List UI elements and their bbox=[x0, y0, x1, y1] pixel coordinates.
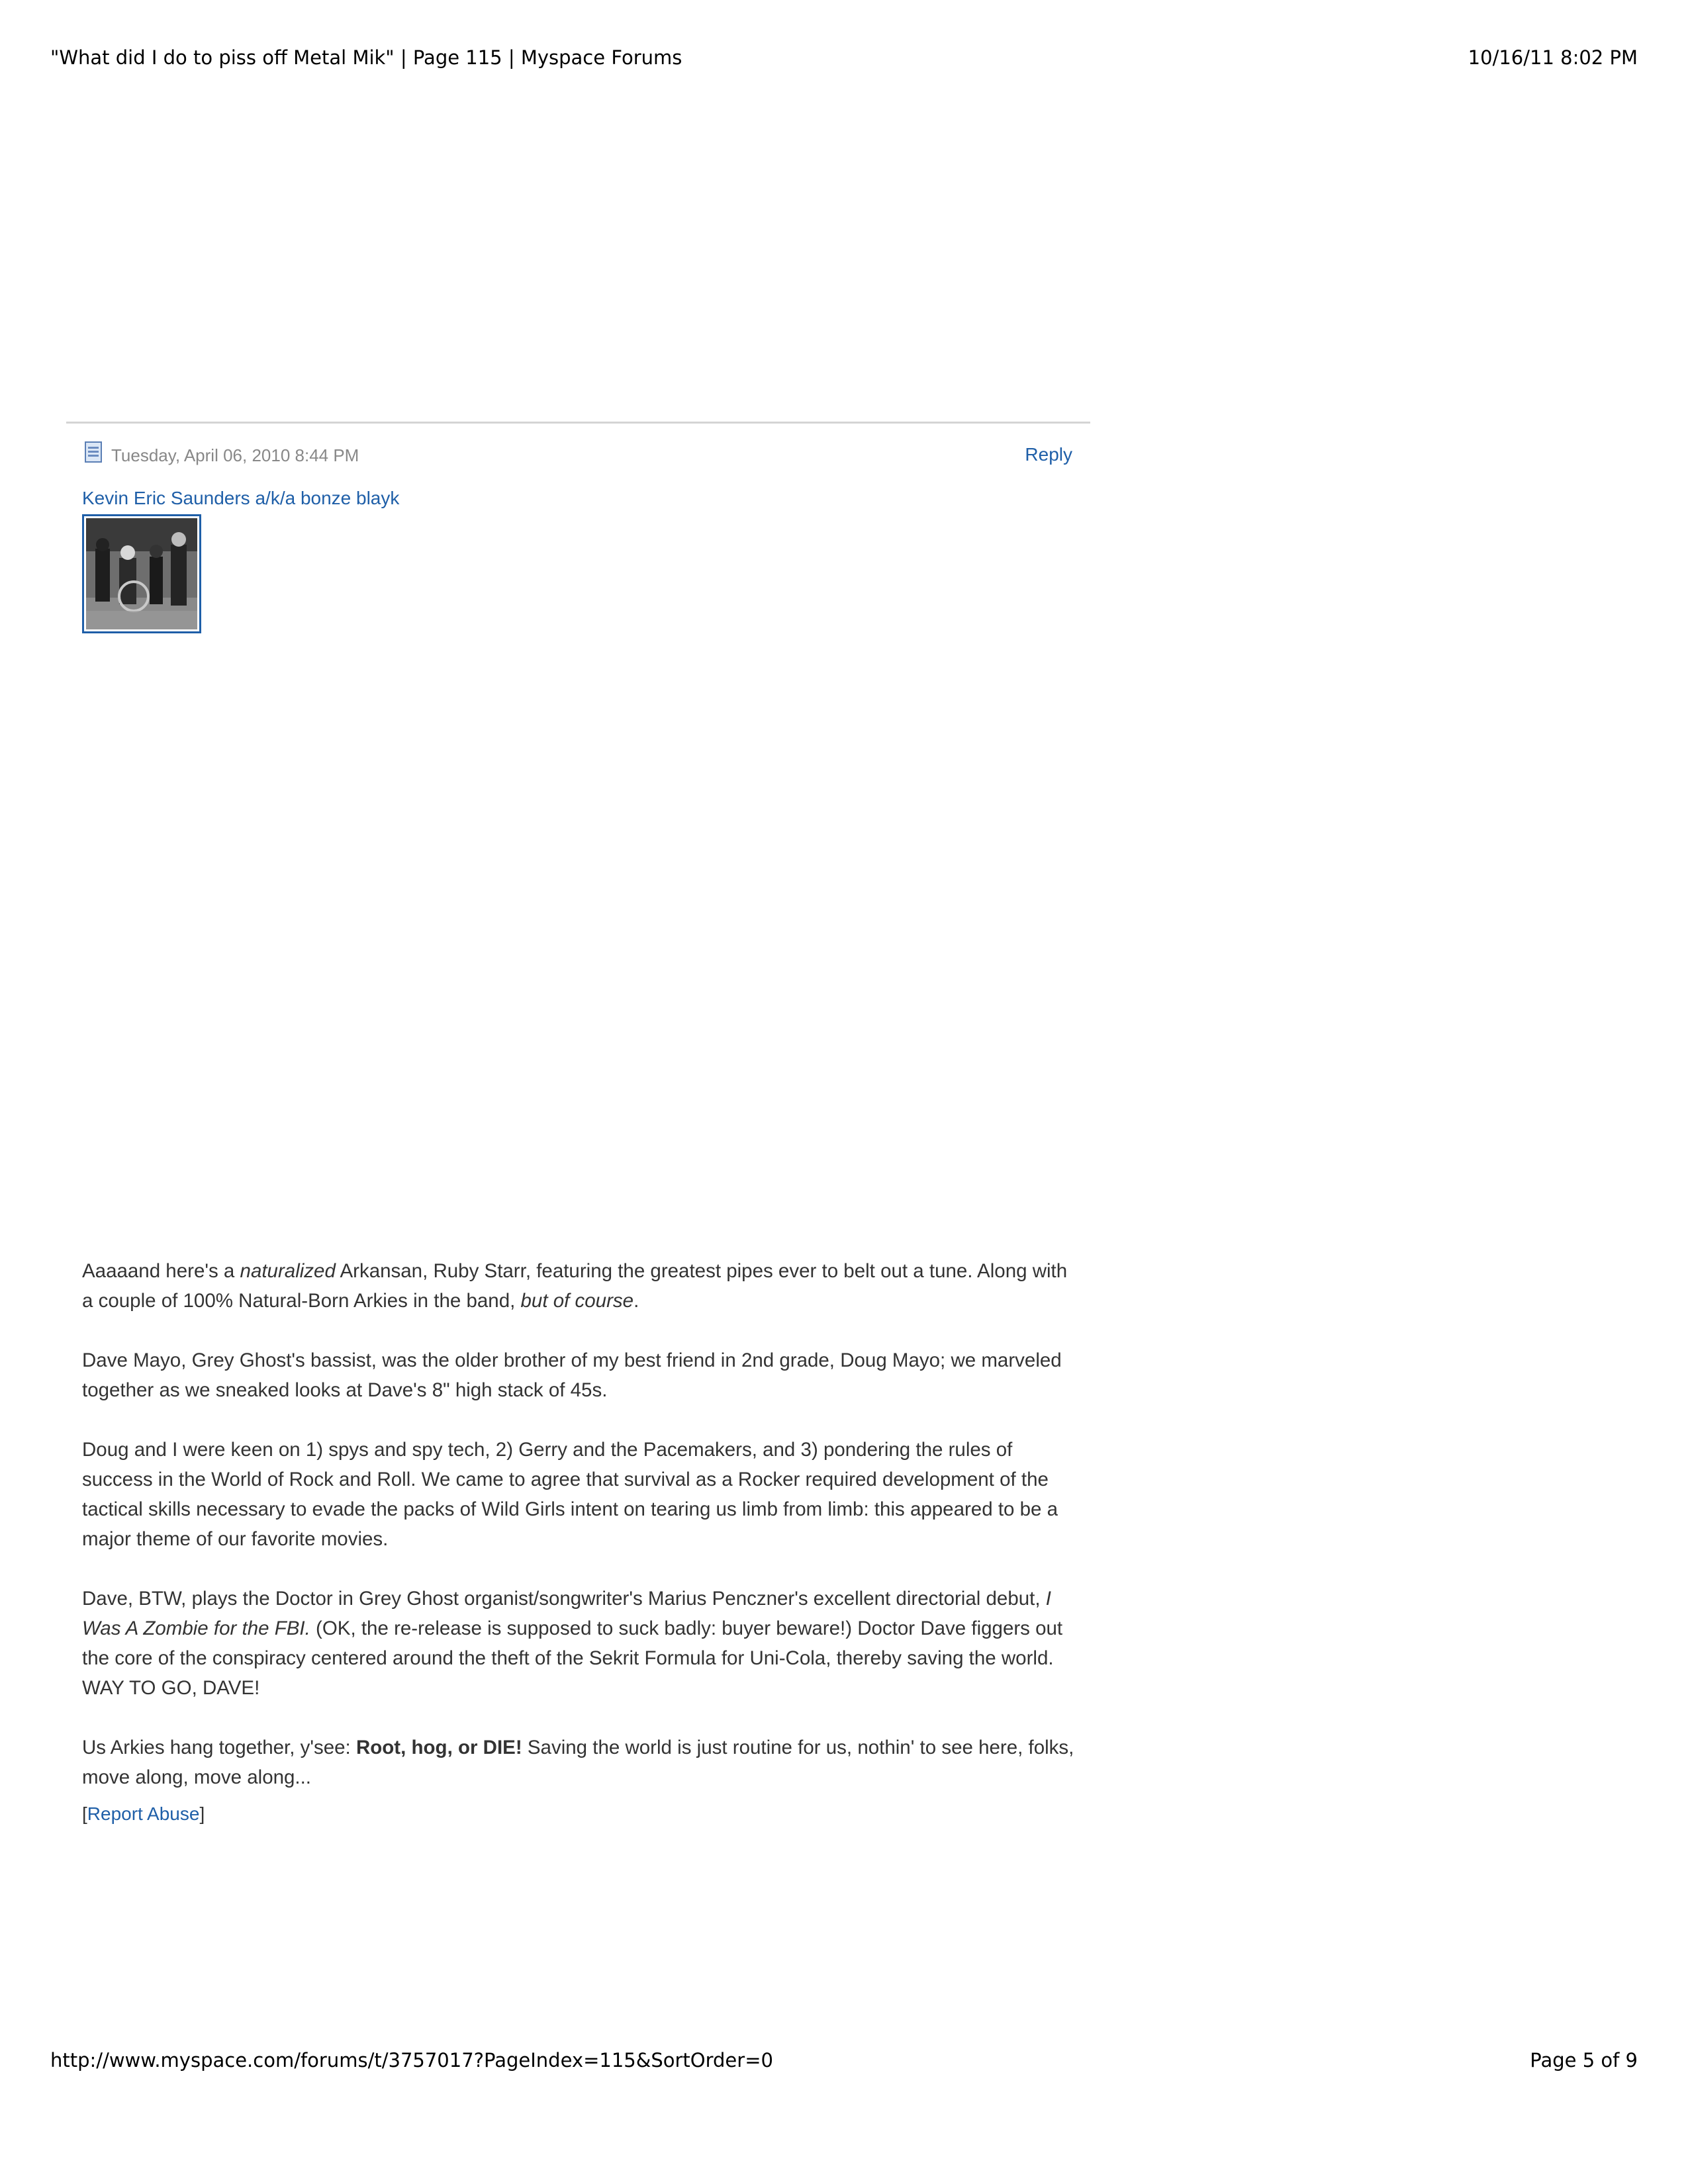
text-run: Us Arkies hang together, y'see: bbox=[82, 1737, 356, 1758]
post-date: Tuesday, April 06, 2010 8:44 PM bbox=[111, 445, 359, 465]
text-run: Arkansan, Ruby Starr, featuring the greatest pipes ever to belt out a tune. Along with a couple of 100% Natural-Born Arkies in the band, bbox=[82, 1260, 1068, 1312]
print-header bbox=[50, 46, 1638, 73]
bracket-close: ] bbox=[199, 1803, 205, 1824]
italic-text: I Was A Zombie for the FBI. bbox=[82, 1588, 1051, 1639]
italic-text: but of course bbox=[520, 1290, 634, 1312]
author-link[interactable]: Kevin Eric Saunders a/k/a bonze blayk bbox=[82, 488, 400, 508]
bold-text: Root, hog, or DIE! bbox=[355, 1737, 522, 1758]
italic-text: naturalized bbox=[240, 1260, 336, 1282]
post-paragraph: Doug and I were keen on 1) spys and spy tech, 2) Gerry and the Pacemakers, and 3) pondering the rules of success in the World of Rock and Roll. We came to agree that survival as a Rocker required development of the tactical skills necessary to evade the packs of Wild Girls intent on tearing us limb from limb: this appeared to be a major theme of our favorite movies. bbox=[82, 1439, 1058, 1550]
print-page-number: Page 5 of 9 bbox=[1530, 2049, 1638, 2071]
document-icon bbox=[85, 441, 102, 463]
reply-link[interactable]: Reply bbox=[1025, 444, 1072, 465]
bracket-open: [ bbox=[82, 1803, 87, 1824]
post-paragraph bbox=[82, 1733, 1083, 1792]
post-paragraph: Dave Mayo, Grey Ghost's bassist, was the older brother of my best friend in 2nd grade, Doug Mayo; we marveled together as we sneaked looks at Dave's 8" high stack of 45s. bbox=[82, 1349, 1062, 1401]
print-url: http://www.myspace.com/forums/t/3757017?PageIndex=115&SortOrder=0 bbox=[50, 2049, 773, 2071]
text-run: . bbox=[633, 1290, 639, 1312]
report-abuse-link[interactable]: Report Abuse bbox=[87, 1803, 200, 1824]
print-footer bbox=[50, 2049, 1638, 2075]
post-divider bbox=[66, 422, 1090, 424]
report-abuse bbox=[82, 1799, 1083, 1829]
print-datetime: 10/16/11 8:02 PM bbox=[1468, 46, 1638, 69]
text-run: Aaaaand here's a bbox=[82, 1260, 240, 1282]
avatar[interactable] bbox=[82, 514, 201, 633]
post-paragraph bbox=[82, 1584, 1083, 1703]
post-meta bbox=[85, 441, 1072, 468]
text-run: Saving the world is just routine for us, nothin' to see here, folks, move along, move along... bbox=[82, 1737, 1074, 1788]
print-page-title: "What did I do to piss off Metal Mik" | Page 115 | Myspace Forums bbox=[50, 46, 682, 69]
post-body bbox=[82, 1256, 1083, 1829]
post-paragraph bbox=[82, 1256, 1083, 1316]
text-run: (OK, the re-release is supposed to suck badly: buyer beware!) Doctor Dave figgers out the core of the conspiracy centered around the theft of the Sekrit Formula for Uni-Cola, thereby saving the world. WAY TO GO, DAVE! bbox=[82, 1617, 1063, 1699]
text-run: Dave, BTW, plays the Doctor in Grey Ghost organist/songwriter's Marius Penczner's excellent directorial debut, bbox=[82, 1588, 1046, 1610]
